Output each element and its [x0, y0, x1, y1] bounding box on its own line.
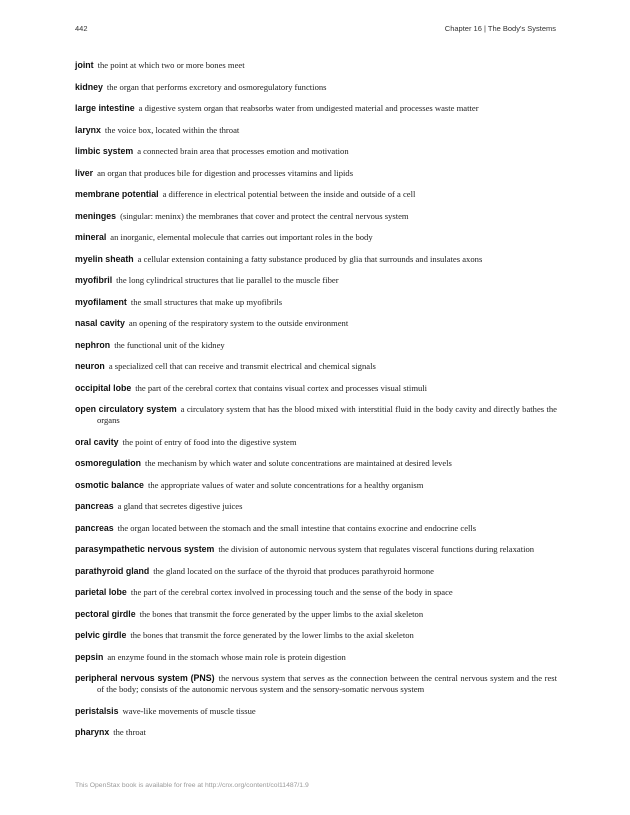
glossary-definition: a specialized cell that can receive and transmit electrical and chemical signals — [108, 361, 376, 371]
glossary-definition: the voice box, located within the throat — [104, 124, 240, 135]
glossary-definition: the throat — [113, 727, 146, 737]
glossary-entry — [75, 523, 557, 534]
glossary-entry — [75, 254, 557, 265]
glossary-definition: an opening of the respiratory system to the outside environment — [128, 318, 349, 328]
glossary-term: oral cavity — [75, 436, 119, 447]
glossary-entry — [75, 706, 557, 717]
glossary-definition: a cellular extension containing a fatty substance produced by glia that surrounds and insulates axons — [137, 253, 483, 264]
glossary-entry — [75, 340, 557, 351]
glossary-definition: the point of entry of food into the digestive system — [122, 436, 297, 447]
page-number: 442 — [75, 24, 88, 33]
glossary-term: larynx — [75, 124, 101, 135]
glossary-term: pancreas — [75, 501, 114, 511]
glossary-entry — [75, 501, 557, 512]
glossary-term: pepsin — [75, 651, 104, 662]
glossary-entry — [75, 673, 557, 695]
glossary-entry — [75, 480, 557, 491]
glossary-entry — [75, 609, 557, 620]
glossary-definition: the gland located on the surface of the thyroid that produces parathyroid hormone — [153, 565, 434, 576]
glossary-term: osmotic balance — [75, 479, 144, 490]
glossary-entry — [75, 652, 557, 663]
glossary-term: occipital lobe — [75, 382, 132, 393]
glossary-definition: the point at which two or more bones meet — [97, 60, 245, 70]
glossary-entry — [75, 383, 557, 394]
glossary-definition: the part of the cerebral cortex that contains visual cortex and processes visual stimuli — [135, 382, 428, 393]
glossary-entry — [75, 125, 557, 136]
glossary-term: pharynx — [75, 727, 110, 737]
glossary-definition: the long cylindrical structures that lie parallel to the muscle fiber — [116, 275, 339, 285]
glossary-definition: an organ that produces bile for digestion and processes vitamins and lipids — [97, 167, 354, 178]
glossary-definition: the part of the cerebral cortex involved in processing touch and the sense of the body in space — [130, 587, 453, 597]
glossary-entry — [75, 544, 557, 555]
glossary-entry — [75, 630, 557, 641]
glossary-entry — [75, 361, 557, 372]
glossary-entry — [75, 211, 557, 222]
glossary-term: parathyroid gland — [75, 565, 150, 576]
glossary-term: joint — [75, 60, 94, 70]
glossary-entry — [75, 82, 557, 93]
glossary-entry — [75, 318, 557, 329]
glossary-definition: the division of autonomic nervous system that regulates visceral functions during relaxation — [218, 544, 535, 554]
glossary-definition: the organ that performs excretory and osmoregulatory functions — [106, 81, 327, 92]
glossary-definition: a digestive system organ that reabsorbs water from undigested material and processes waste matter — [138, 103, 479, 113]
glossary-definition: the bones that transmit the force generated by the upper limbs to the axial skeleton — [139, 608, 424, 619]
glossary-definition: an enzyme found in the stomach whose main role is protein digestion — [107, 651, 346, 662]
glossary-definition: a difference in electrical potential between the inside and outside of a cell — [162, 189, 416, 199]
glossary-term: pectoral girdle — [75, 608, 136, 619]
glossary-entry — [75, 566, 557, 577]
glossary-entry — [75, 275, 557, 286]
glossary-term: myofibril — [75, 275, 113, 285]
glossary-term: osmoregulation — [75, 458, 141, 468]
glossary-list — [75, 60, 557, 749]
glossary-definition: a connected brain area that processes emotion and motivation — [137, 146, 349, 156]
glossary-definition: the functional unit of the kidney — [114, 339, 225, 350]
glossary-term: neuron — [75, 361, 105, 371]
glossary-term: pancreas — [75, 522, 114, 533]
glossary-term: peristalsis — [75, 705, 119, 716]
glossary-term: open circulatory system — [75, 404, 177, 414]
glossary-entry — [75, 727, 557, 738]
glossary-term: peripheral nervous system (PNS) — [75, 673, 215, 683]
glossary-term: parasympathetic nervous system — [75, 544, 215, 554]
glossary-entry — [75, 189, 557, 200]
glossary-entry — [75, 146, 557, 157]
glossary-term: kidney — [75, 81, 103, 92]
glossary-term: nephron — [75, 339, 111, 350]
glossary-term: limbic system — [75, 146, 134, 156]
glossary-definition: an inorganic, elemental molecule that carries out important roles in the body — [110, 232, 373, 242]
glossary-entry — [75, 297, 557, 308]
glossary-term: parietal lobe — [75, 587, 127, 597]
glossary-definition: wave-like movements of muscle tissue — [122, 705, 256, 716]
glossary-entry — [75, 458, 557, 469]
glossary-definition: the organ located between the stomach and the small intestine that contains exocrine and endocrine cells — [117, 522, 477, 533]
chapter-title: Chapter 16 | The Body's Systems — [444, 24, 556, 33]
glossary-entry — [75, 168, 557, 179]
glossary-entry — [75, 404, 557, 426]
glossary-definition: the bones that transmit the force generated by the lower limbs to the axial skeleton — [130, 630, 414, 640]
glossary-definition: the mechanism by which water and solute concentrations are maintained at desired levels — [144, 458, 452, 468]
glossary-term: mineral — [75, 232, 107, 242]
glossary-entry — [75, 60, 557, 71]
glossary-term: nasal cavity — [75, 318, 125, 328]
glossary-definition: the appropriate values of water and solute concentrations for a healthy organism — [147, 479, 424, 490]
glossary-definition: the nervous system that serves as the connection between the central nervous system and the rest of the body; consists of the autonomic nervous system and the sensory-somatic nervous system — [97, 673, 557, 694]
glossary-entry — [75, 587, 557, 598]
glossary-entry — [75, 232, 557, 243]
glossary-term: myofilament — [75, 296, 127, 307]
footer-note: This OpenStax book is available for free at http://cnx.org/content/col11487/1.9 — [75, 782, 309, 789]
glossary-term: liver — [75, 167, 94, 178]
glossary-definition: (singular: meninx) the membranes that cover and protect the central nervous system — [120, 210, 409, 221]
glossary-term: myelin sheath — [75, 253, 134, 264]
glossary-definition: a gland that secretes digestive juices — [117, 501, 243, 511]
glossary-term: large intestine — [75, 103, 135, 113]
glossary-definition: a circulatory system that has the blood mixed with interstitial fluid in the body cavity and directly bathes the organs — [97, 404, 557, 425]
glossary-entry — [75, 103, 557, 114]
glossary-term: membrane potential — [75, 189, 159, 199]
glossary-definition: the small structures that make up myofibrils — [130, 296, 283, 307]
glossary-term: pelvic girdle — [75, 630, 127, 640]
glossary-entry — [75, 437, 557, 448]
glossary-term: meninges — [75, 210, 117, 221]
